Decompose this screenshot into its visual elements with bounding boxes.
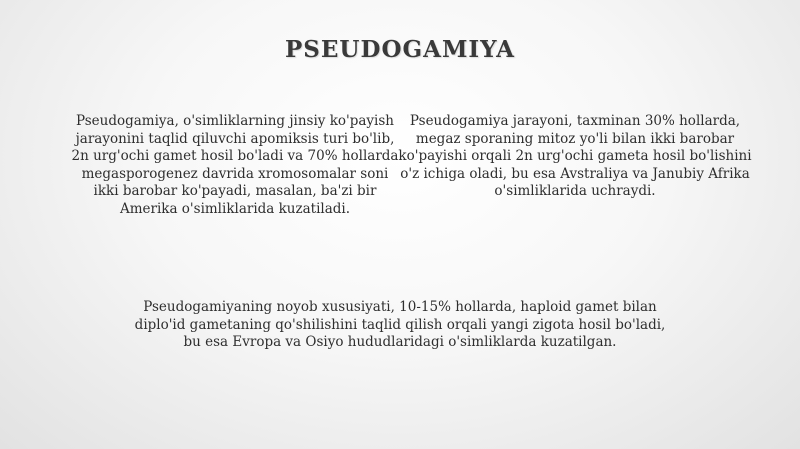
paragraph-bottom: Pseudogamiyaning noyob xususiyati, 10-15% hollarda, haploid gamet bilan diplo'id gametaning qo'shilishini taqlid qilish orqali yangi zigota hosil bo'ladi, bu esa Evropa va Osiyo hududlaridagi o'simliklarda kuzatilgan. xyxy=(134,299,666,350)
slide-title: PSEUDOGAMIYA xyxy=(285,36,515,63)
paragraph-right: Pseudogamiya jarayoni, taxminan 30% hollarda, megaz sporaning mitoz yo'li bilan ikki barobar ko'payishi orqali 2n urg'ochi gameta hosil bo'lishini o'z ichiga oladi, bu esa Avstraliya va Janubiy Afrika o'simliklarida uchraydi. xyxy=(398,113,752,199)
paragraph-left: Pseudogamiya, o'simliklarning jinsiy ko'payish jarayonini taqlid qiluvchi apomiksis turi bo'lib, 2n urg'ochi gamet hosil bo'ladi va 70% hollarda megasporogenez davrida xromosomalar soni ikki barobar ko'payadi, masalan, ba'zi bir Amerika o'simliklarida kuzatiladi. xyxy=(71,113,399,217)
